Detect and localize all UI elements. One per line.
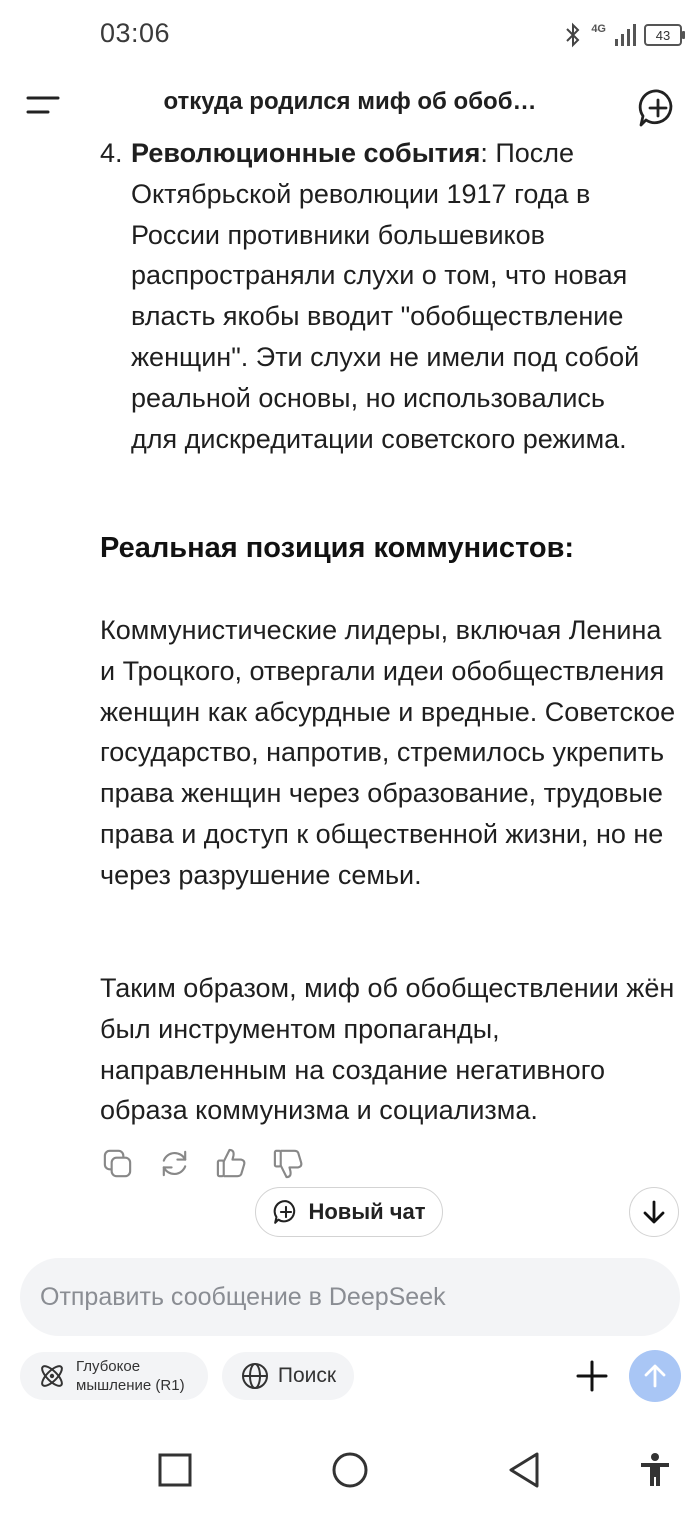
arrow-up-icon xyxy=(641,1362,669,1390)
message-actions xyxy=(100,1146,306,1181)
deepthink-label-line2: мышление (R1) xyxy=(76,1377,185,1394)
paragraph: Таким образом, миф об обобществлении жён был инструментом пропаганды, направленным на создание негативного образа коммунизма и социализма. xyxy=(100,973,675,1126)
deepthink-button[interactable] xyxy=(20,1352,208,1400)
back-icon[interactable] xyxy=(505,1450,545,1490)
attach-button[interactable] xyxy=(572,1356,612,1396)
recent-apps-icon[interactable] xyxy=(155,1450,195,1490)
copy-icon[interactable] xyxy=(100,1146,135,1181)
search-button[interactable] xyxy=(222,1352,354,1400)
home-icon[interactable] xyxy=(330,1450,370,1490)
message-input[interactable] xyxy=(20,1258,680,1336)
new-chat-button[interactable] xyxy=(255,1187,443,1237)
arrow-down-icon xyxy=(640,1198,668,1226)
list-item-text: : После Октябрьской революции 1917 года в России противники большевиков распространяли слухи о том, что новая власть якобы вводит "обобществление женщин". Эти слухи не имели под собой реальной основы, но использовались для дискредитации советского режима. xyxy=(131,138,640,454)
new-chat-icon xyxy=(272,1198,300,1226)
plus-icon xyxy=(572,1356,612,1396)
list-item-body xyxy=(131,133,651,459)
battery-level: 43 xyxy=(655,27,671,43)
deepthink-label xyxy=(76,1357,185,1395)
menu-icon[interactable] xyxy=(24,92,64,122)
list-item-title: Революционные события xyxy=(131,138,481,168)
list-number: 4. xyxy=(100,138,123,168)
status-icons xyxy=(563,20,682,50)
scroll-down-button[interactable] xyxy=(629,1187,679,1237)
network-type: 4G xyxy=(591,23,606,35)
new-chat-label: Новый чат xyxy=(308,1199,426,1224)
signal-icon xyxy=(614,23,636,47)
deepthink-label-line1: Глубокое xyxy=(76,1358,141,1375)
new-chat-icon[interactable] xyxy=(636,86,680,130)
accessibility-icon[interactable] xyxy=(635,1450,675,1490)
battery-icon xyxy=(644,24,682,46)
thumbs-down-icon[interactable] xyxy=(271,1146,306,1181)
bluetooth-icon xyxy=(563,21,583,49)
thumbs-up-icon[interactable] xyxy=(214,1146,249,1181)
regenerate-icon[interactable] xyxy=(157,1146,192,1181)
chat-title[interactable]: откуда родился миф об обоб… xyxy=(163,88,537,115)
paragraph: Коммунистические лидеры, включая Ленина и Троцкого, отвергали идеи обобществления женщин как абсурдные и вредные. Советское государство, напротив, стремилось укрепить права женщин через образование, трудовые права и доступ к общественной жизни, но не через разрушение семьи. xyxy=(100,615,676,890)
send-button[interactable] xyxy=(629,1350,681,1402)
section-heading: Реальная позиция коммунистов: xyxy=(100,532,575,564)
search-label: Поиск xyxy=(277,1364,337,1387)
status-time: 03:06 xyxy=(100,18,171,48)
globe-icon xyxy=(240,1361,270,1391)
atom-icon xyxy=(36,1360,68,1392)
